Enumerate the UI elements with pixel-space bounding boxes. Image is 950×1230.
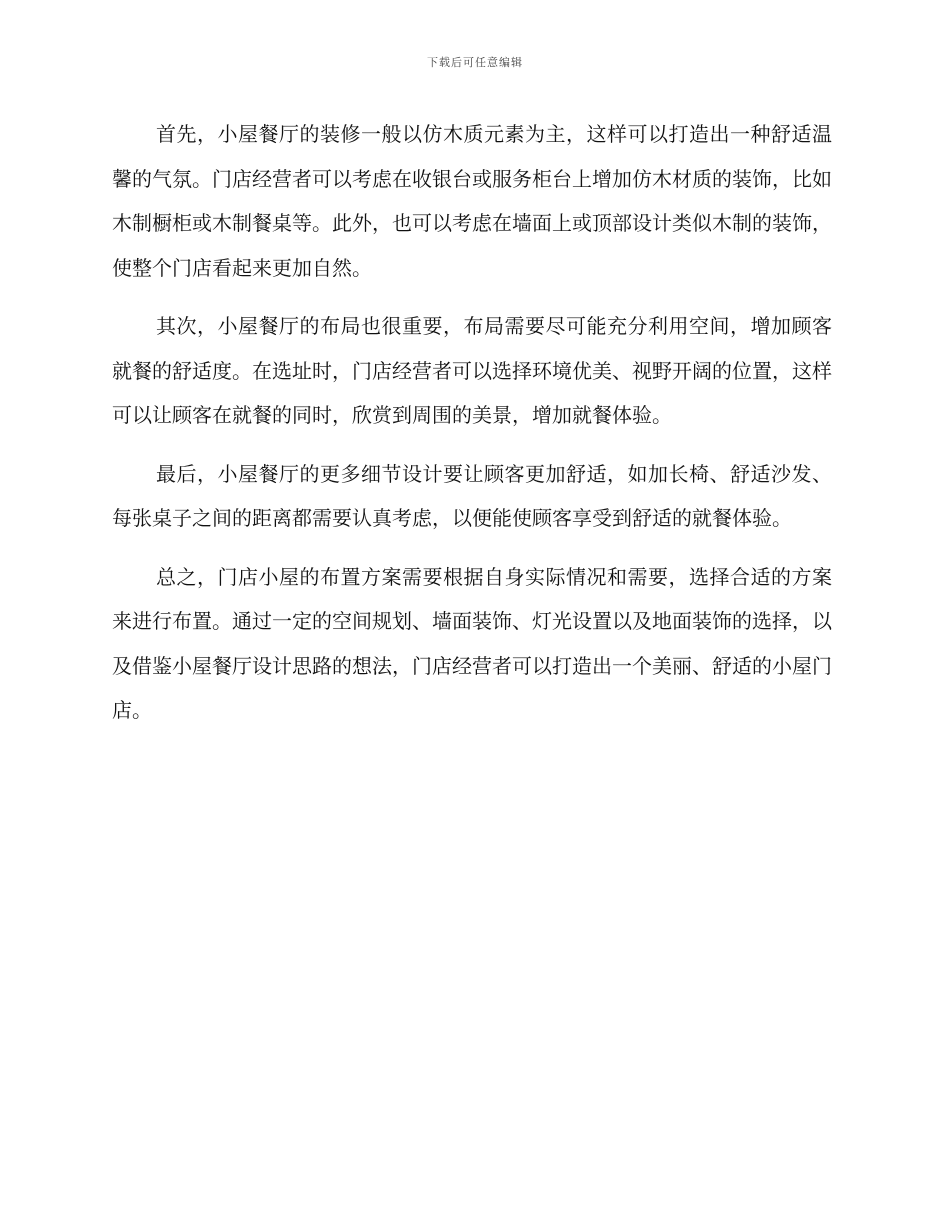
paragraph-4: 总之，门店小屋的布置方案需要根据自身实际情况和需要，选择合适的方案来进行布置。通过一定的空间规划、墙面装饰、灯光设置以及地面装饰的选择，以及借鉴小屋餐厅设计思路的想法，门店经营者可以打造出一个美丽、舒适的小屋门店。 — [112, 564, 832, 722]
paragraph-2: 其次，小屋餐厅的布局也很重要，布局需要尽可能充分利用空间，增加顾客就餐的舒适度。在选址时，门店经营者可以选择环境优美、视野开阔的位置，这样可以让顾客在就餐的同时，欣赏到周围的美景，增加就餐体验。 — [112, 314, 832, 427]
page-header: 下载后可任意编辑 — [427, 56, 523, 69]
paragraph-1: 首先，小屋餐厅的装修一般以仿木质元素为主，这样可以打造出一种舒适温馨的气氛。门店经营者可以考虑在收银台或服务柜台上增加仿木材质的装饰，比如木制橱柜或木制餐桌等。此外，也可以考虑在墙面上或顶部设计类似木制的装饰，使整个门店看起来更加自然。 — [112, 122, 832, 280]
document-body — [112, 112, 832, 747]
paragraph-3: 最后，小屋餐厅的更多细节设计要让顾客更加舒适，如加长椅、舒适沙发、每张桌子之间的距离都需要认真考虑，以便能使顾客享受到舒适的就餐体验。 — [112, 461, 832, 530]
